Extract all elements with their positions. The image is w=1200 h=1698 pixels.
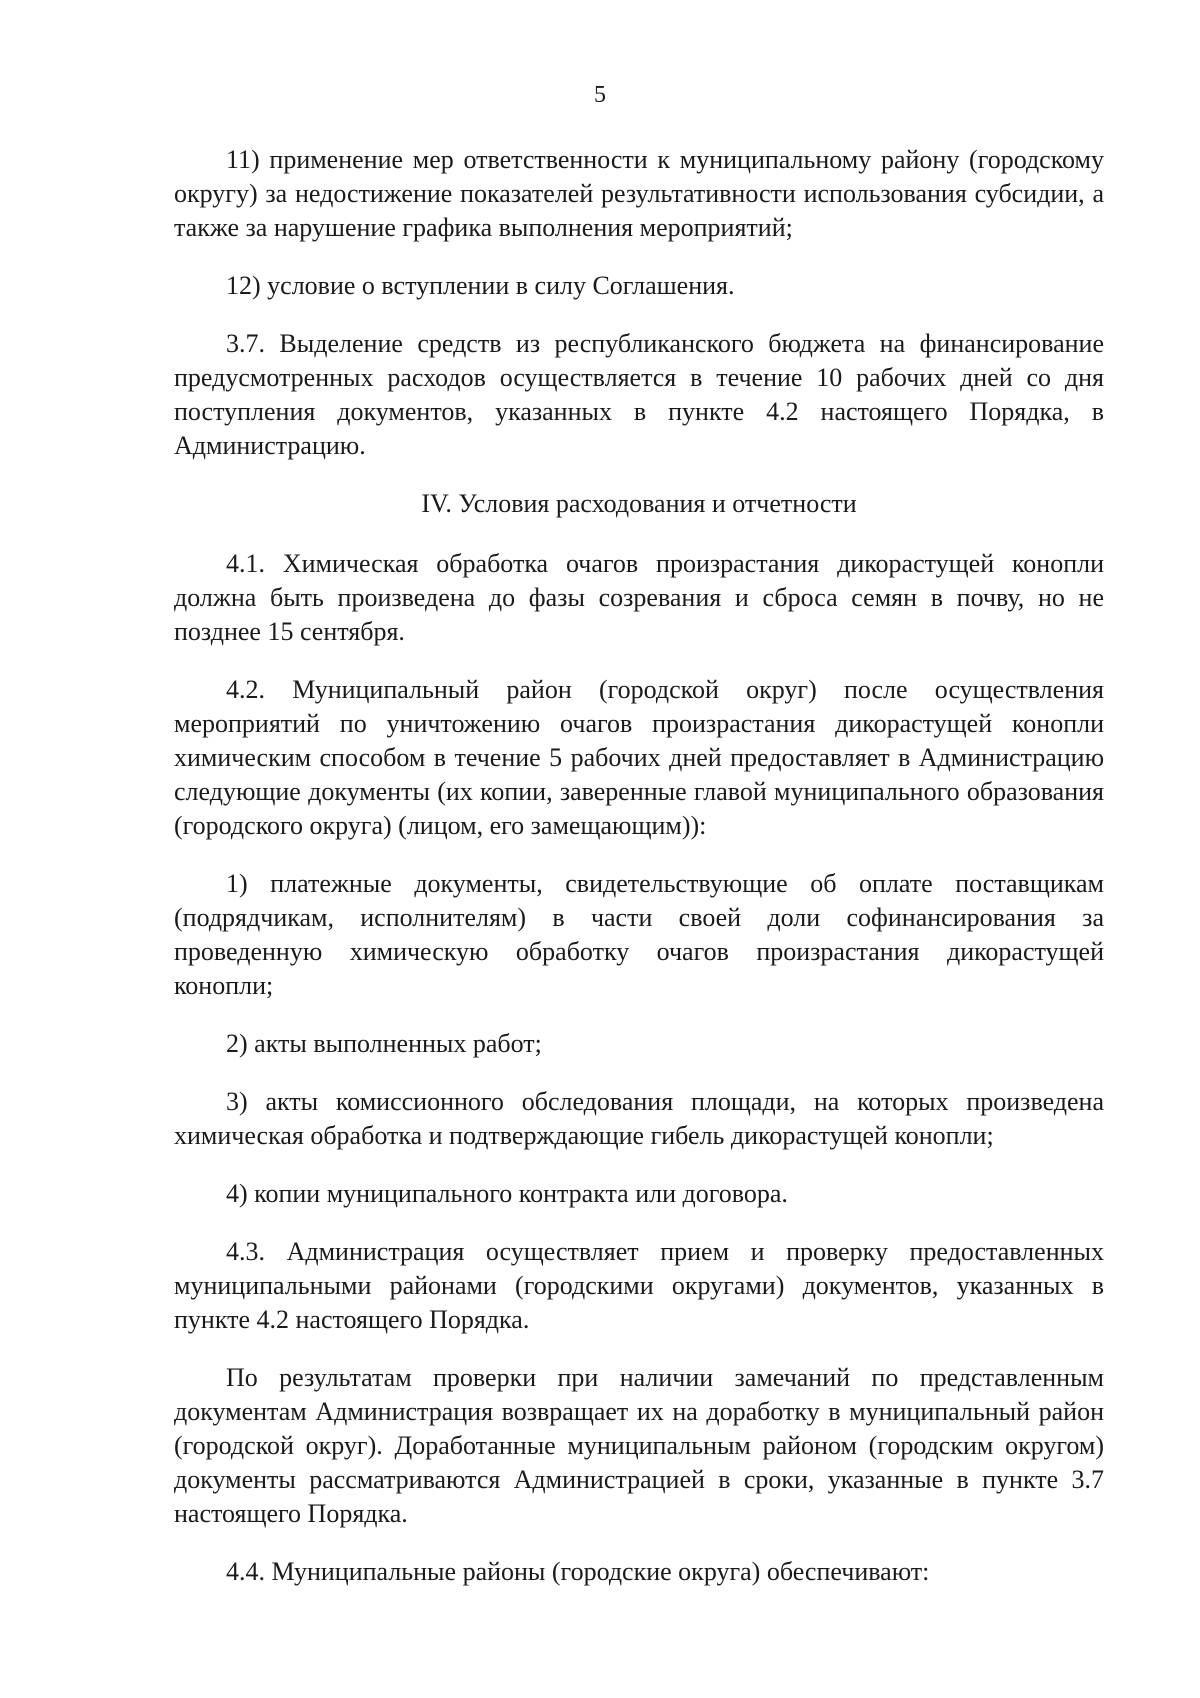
paragraph-4-4: 4.4. Муниципальные районы (городские округа) обеспечивают: — [226, 1557, 930, 1586]
paragraph-list-item-1: 1) платежные документы, свидетельствующие об оплате поставщикам (подрядчикам, исполнителям) в части своей доли софинансирования за проведенную химическую обработку очагов произрастания дикорастущей конопли; — [174, 869, 1104, 1000]
section-heading: IV. Условия расходования и отчетности — [421, 489, 857, 518]
paragraph-list-item-3: 3) акты комиссионного обследования площади, на которых произведена химическая обработка и подтверждающие гибель дикорастущей конопли; — [174, 1087, 1104, 1150]
paragraph-item-12: 12) условие о вступлении в силу Соглашения. — [226, 271, 735, 300]
paragraph-4-1: 4.1. Химическая обработка очагов произрастания дикорастущей конопли должна быть произведена до фазы созревания и сброса семян в почву, но не позднее 15 сентября. — [174, 549, 1104, 646]
paragraph-list-item-2: 2) акты выполненных работ; — [226, 1029, 542, 1058]
paragraph-list-item-4: 4) копии муниципального контракта или договора. — [226, 1179, 788, 1208]
paragraph-3-7: 3.7. Выделение средств из республиканского бюджета на финансирование предусмотренных расходов осуществляется в течение 10 рабочих дней со дня поступления документов, указанных в пункте 4.2 настоящего Порядка, в Администрацию. — [174, 329, 1104, 460]
paragraph-4-3: 4.3. Администрация осуществляет прием и проверку предоставленных муниципальными районами (городскими округами) документов, указанных в пункте 4.2 настоящего Порядка. — [174, 1237, 1104, 1334]
paragraph-review-results: По результатам проверки при наличии замечаний по представленным документам Администрация возвращает их на доработку в муниципальный район (городской округ). Доработанные муниципальным районом (городским округом) документы рассматриваются Администрацией в сроки, указанные в пункте 3.7 настоящего Порядка. — [174, 1363, 1104, 1528]
paragraph-4-2: 4.2. Муниципальный район (городской округ) после осуществления мероприятий по уничтожению очагов произрастания дикорастущей конопли химическим способом в течение 5 рабочих дней предоставляет в Администрацию следующие документы (их копии, заверенные главой муниципального образования (городского округа) (лицом, его замещающим)): — [174, 675, 1104, 840]
document-body — [174, 143, 1104, 1613]
page-number: 5 — [594, 82, 606, 108]
paragraph-item-11: 11) применение мер ответственности к муниципальному району (городскому округу) за недостижение показателей результативности использования субсидии, а также за нарушение графика выполнения мероприятий; — [174, 145, 1104, 242]
